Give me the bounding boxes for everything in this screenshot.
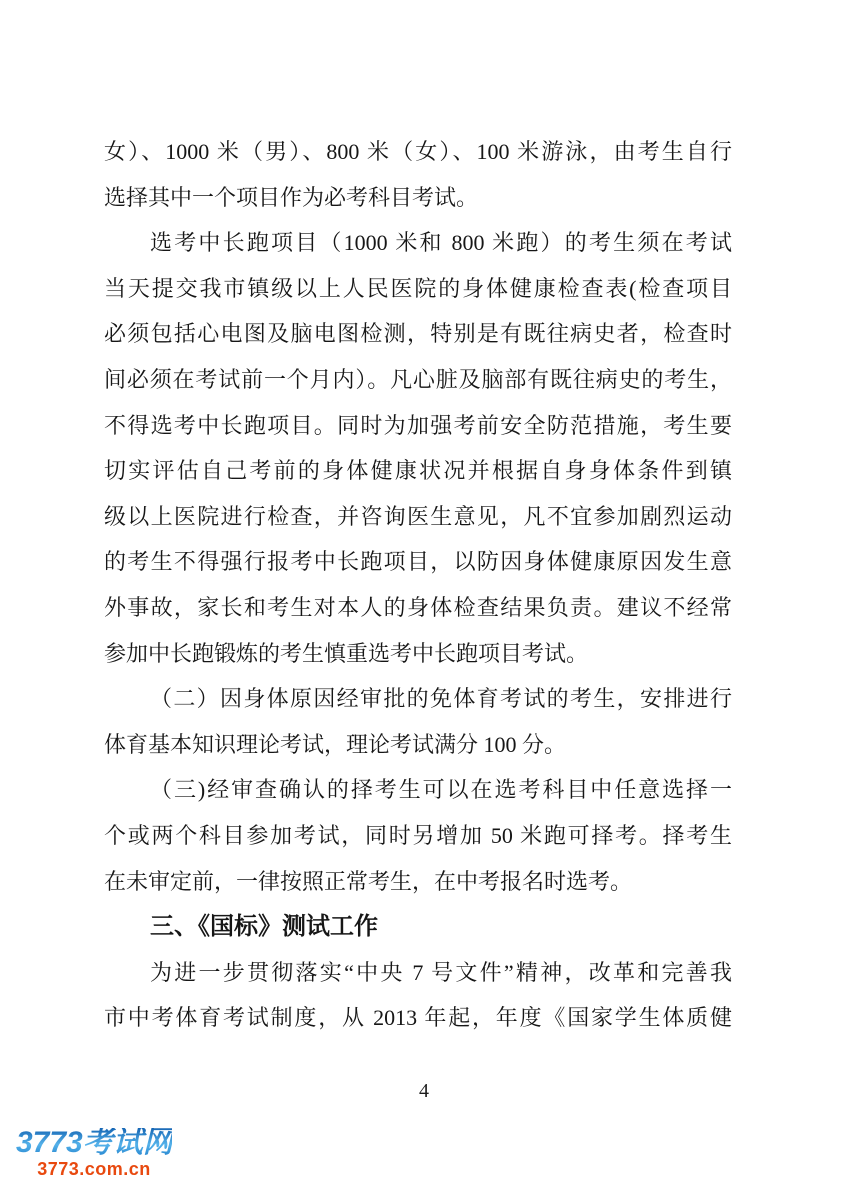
para-exemption-theory-exam [104,676,732,767]
page-number: 4 [419,1080,429,1102]
text-line: 个或两个科目参加考试，同时另增加 50 米跑可择考。择考生 [104,822,732,848]
text-line: 间必须在考试前一个月内）。凡心脏及脑部有既往病史的考生， [104,366,732,392]
text-line: 体育基本知识理论考试，理论考试满分 100 分。 [104,731,567,757]
text-line: 三、《国标》测试工作 [150,913,378,941]
text-line: 当天提交我市镇级以上人民医院的身体健康检查表(检查项目 [104,275,732,301]
site-logo: 3773考试网 [16,1126,173,1159]
text-line: 切实评估自己考前的身体健康状况并根据自身身体条件到镇 [104,458,732,484]
para-medium-long-run-requirements [104,220,732,676]
text-line: 选考中长跑项目（1000 米和 800 米跑）的考生须在考试 [150,230,732,256]
para-guobiao-intro [104,950,732,1041]
text-line: 必须包括心电图及脑电图检测，特别是有既往病史者，检查时 [104,321,732,347]
text-line: 不得选考中长跑项目。同时为加强考前安全防范措施，考生要 [104,412,732,438]
text-line: 的考生不得强行报考中长跑项目，以防因身体健康原因发生意 [104,549,732,575]
site-url: 3773.com.cn [37,1159,151,1179]
site-watermark [16,1128,172,1178]
text-line: 外事故，家长和考生对本人的身体检查结果负责。建议不经常 [104,594,732,620]
text-line: 女）、1000 米（男）、800 米（女）、100 米游泳，由考生自行 [104,139,732,164]
text-line: 为进一步贯彻落实“中央 7 号文件”精神，改革和完善我 [150,959,732,985]
text-line: 市中考体育考试制度，从 2013 年起，年度《国家学生体质健 [104,1005,732,1031]
text-line: 在未审定前，一律按照正常考生，在中考报名时选考。 [104,868,633,894]
text-line: 级以上医院进行检查，并咨询医生意见，凡不宜参加剧烈运动 [104,503,732,529]
text-line: （三)经审查确认的择考生可以在选考科目中任意选择一 [150,777,732,803]
text-line: 选择其中一个项目作为必考科目考试。 [104,184,479,210]
text-line: 参加中长跑锻炼的考生慎重选考中长跑项目考试。 [104,640,589,666]
para-elective-items-continued [104,129,732,220]
text-line: （二）因身体原因经审批的免体育考试的考生，安排进行 [150,686,732,712]
heading-guobiao-testing [104,904,732,950]
para-zekao-students [104,767,732,904]
document-body [104,129,732,1041]
